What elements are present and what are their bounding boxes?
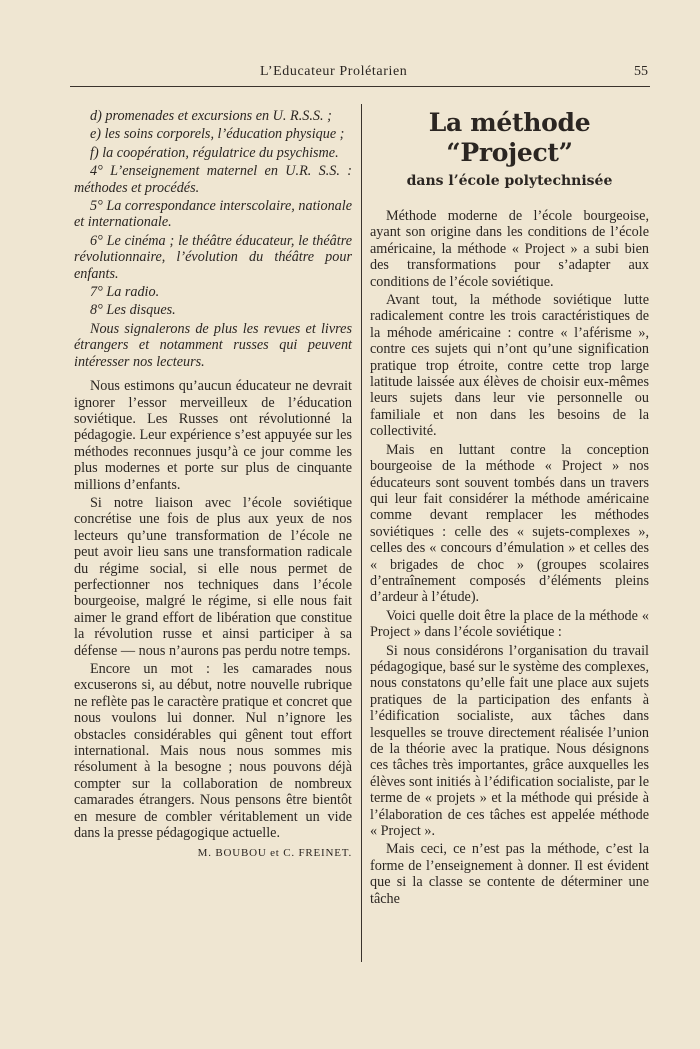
running-title: L’Educateur Prolétarien [260,64,408,79]
right-column [370,108,649,909]
body-paragraph: Avant tout, la méthode soviétique lutte radicalement contre les trois caractéristiques de la méhode américaine : contre « l’aférisme », contre ces sujets qui n’ont qu’une signification pratique trop étroite, contre cette trop large latitude laissée aux élèves de choisir eux-mêmes leurs sujets dans leur vie personnelle ou familiale et non dans les besoins de la collectivité. [370,292,649,440]
list-item: 6° Le cinéma ; le théâtre éducateur, le théâtre révolutionnaire, l’évolution du théâtre pour enfants. [74,232,352,282]
body-paragraph: Mais ceci, ce n’est pas la méthode, c’est la forme de l’enseignement à donner. Il est évident que si la classe se contente de déterminer une tâche [370,841,649,907]
body-paragraph: Si nous considérons l’organisation du travail pédagogique, basé sur le système des complexes, nous constatons qu’elle fait une place aux sujets pratiques de la participation des enfants à l’édification socialiste, aux tâches dans lesquelles se trouve directement réalisée l’union de la théorie avec la pratique. Nous désignons ces tâches très importantes, grâce auxquelles les élèves sont initiés à l’édification socialiste, par le terme de « projets » et la méthode qui préside à l’élaboration de ces tâches est appelée méthode « Project ». [370,642,649,840]
body-paragraph: Voici quelle doit être la place de la méthode « Project » dans l’école soviétique : [370,607,649,641]
list-item: f) la coopération, régulatrice du psychisme. [90,144,339,161]
column-divider [361,104,362,962]
list-item: Nous signalerons de plus les revues et livres étrangers et notamment russes qui peuvent intéresser nos lecteurs. [74,320,352,370]
header-rule [70,86,650,87]
article-subtitle: dans l’école polytechnisée [406,173,613,189]
signature: M. BOUBOU et C. FREINET. [197,847,352,860]
body-paragraph: Nous estimons qu’aucun éducateur ne devrait ignorer l’essor merveilleux de l’éducation soviétique. Les Russes ont révolutionné la pédagogie. Leur expérience s’est appuyée sur les méthodes reconnues jusqu’à ce jour comme les plus modernes et porte sur plus de cinquante millions d’enfants. [74,378,352,493]
list-item: e) les soins corporels, l’éducation physique ; [90,126,345,143]
left-column [74,108,352,862]
list-item: 5° La correspondance interscolaire, nationale et internationale. [74,198,352,231]
body-paragraph: Mais en luttant contre la conception bourgeoise de la méthode « Project » nos éducateurs sont souvent tombés dans un travers qui leur fait considérer la méthode américaine comme devant remplacer les méthodes soviétiques : celle des « sujets-complexes », celles des « concours d’émulation » et celles des « brigades de choc » (groupes scolaires d’entraînement composés d’éléments pleins d’ardeur à l’étude). [370,441,649,606]
list-item: 7° La radio. [90,284,160,301]
list-item: 8° Les disques. [90,302,176,319]
page-header [70,64,652,84]
body-paragraph: Encore un mot : les camarades nous excuserons si, au début, notre nouvelle rubrique ne reflète pas le caractère pratique et concret que nous voulons lui donner. Nul n’ignore les obstacles considérables qui gênent tout effort international. Mais nous nous sommes mis résolument à la besogne ; nous pouvons déjà compter sur la collaboration de nombreux camarades étrangers. Nous pensons être bientôt en mesure de combler véritablement un vide dans la presse pédagogique actuelle. [74,661,352,842]
list-item: d) promenades et excursions en U. R.S.S. ; [90,108,332,124]
list-item: 4° L’enseignement maternel en U.R. S.S. : méthodes et procédés. [74,163,352,196]
article-title: La méthode “Project” [428,108,591,167]
page-number: 55 [634,64,648,79]
body-paragraph: Si notre liaison avec l’école soviétique concrétise une fois de plus aux yeux de nos lecteurs qu’une transformation de l’école ne peut avoir lieu sans une transformation radicale du régime social, si elle nous permet de perfectionner nos techniques dans l’école bourgeoise, malgré le régime, si elle nous fait aimer le grand effort de libération que constitue la révolution russe et ainsi participer à sa défense — nous n’aurons pas perdu notre temps. [74,494,352,659]
body-paragraph: Méthode moderne de l’école bourgeoise, ayant son origine dans les conditions de l’école américaine, la méthode « Project » a subi bien des transformations pour s’adapter aux conditions de l’école soviétique. [370,208,649,290]
